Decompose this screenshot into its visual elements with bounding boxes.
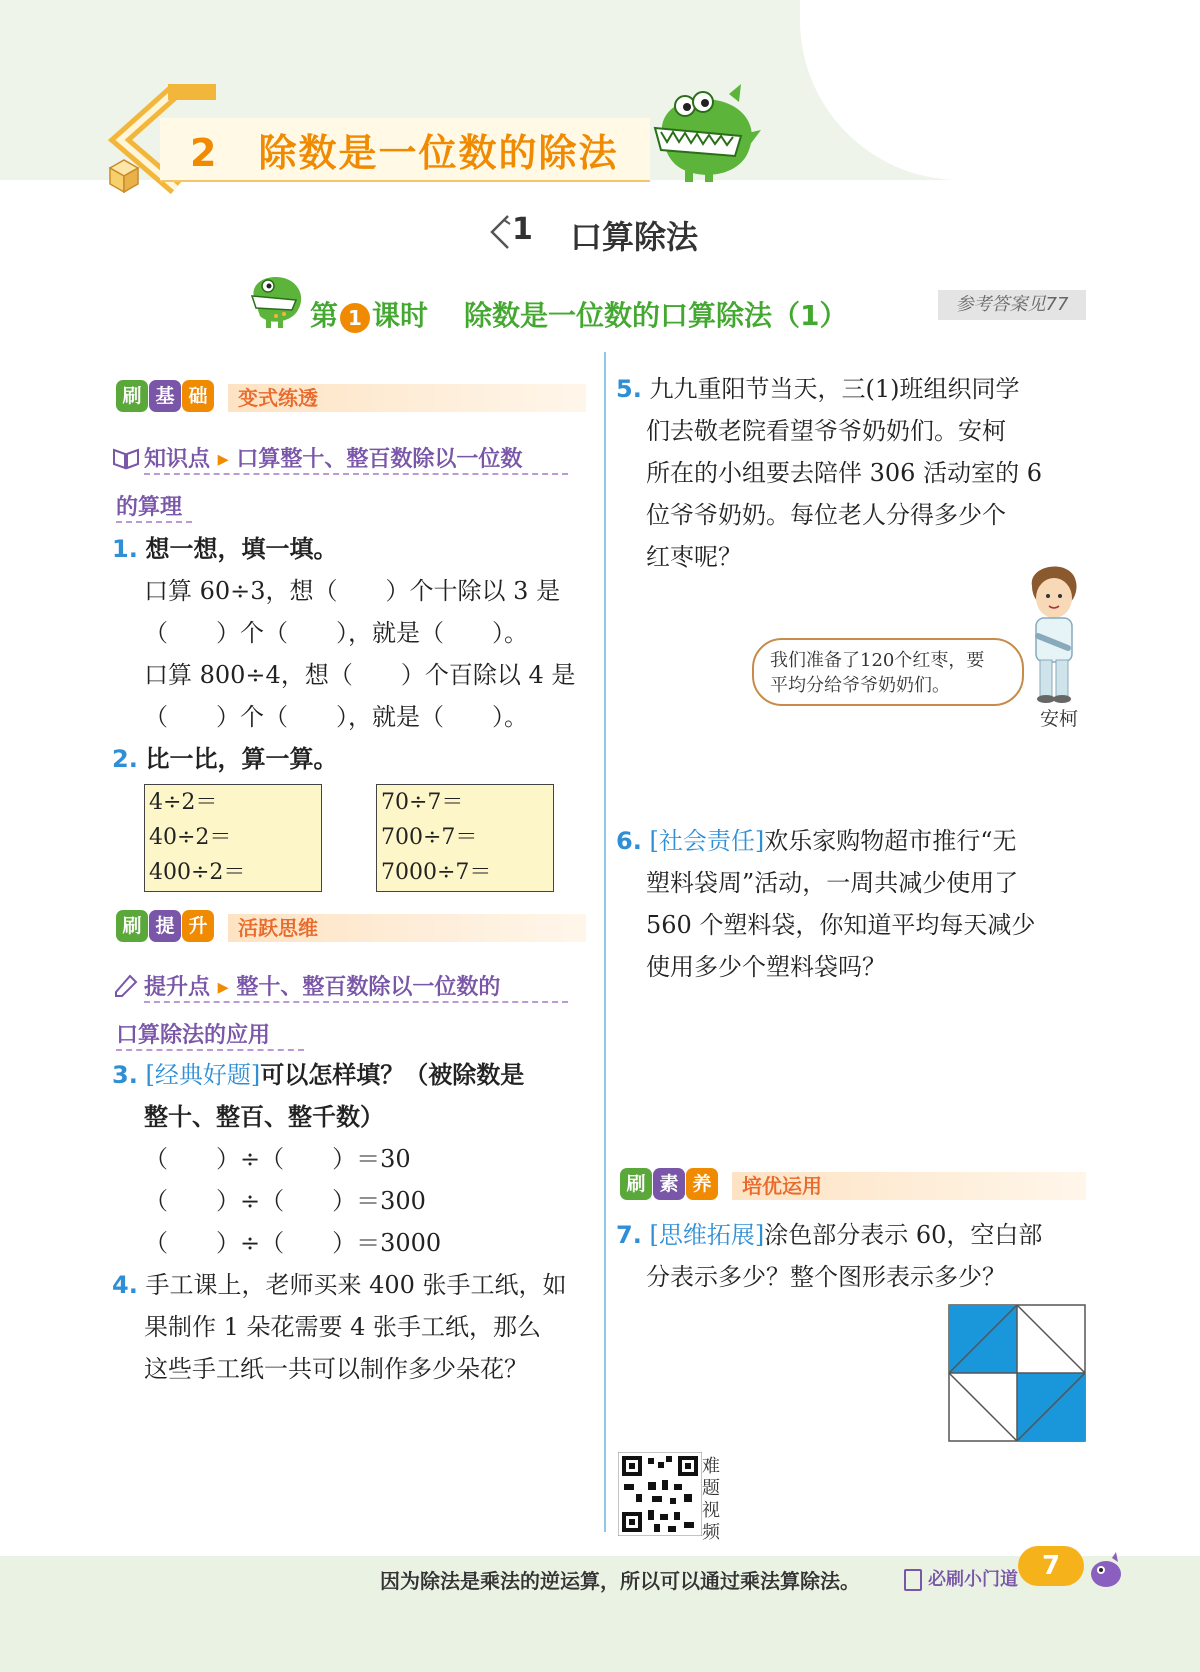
bubble-line: 我们准备了120个红枣，要	[770, 650, 985, 671]
q1-line: （ ）个（ ），就是（ ）。	[144, 619, 528, 647]
q1-title-row	[112, 528, 337, 570]
tag-chip: 础	[182, 380, 214, 412]
improve-point-text: 整十、整百数除以一位数的	[236, 975, 501, 1000]
book-icon	[112, 446, 140, 470]
q1-line: 口算 800÷4，想（ ）个百除以 4 是	[144, 661, 576, 689]
q2-box-left	[144, 784, 322, 892]
q2-title-row	[112, 738, 337, 780]
page-number: 7	[1018, 1546, 1084, 1586]
q7-row1	[616, 1214, 1042, 1256]
answer-reference: 参考答案见77	[938, 290, 1086, 320]
improve-point-line1: 提升点 ▸ 整十、整百数除以一位数的	[144, 970, 568, 1003]
q5-line: 们去敬老院看望爷爷奶奶们。安柯	[646, 417, 1006, 445]
boy-illustration-icon	[1018, 556, 1092, 706]
lesson-suffix: 课时	[372, 299, 429, 332]
purple-mascot-icon	[1086, 1550, 1126, 1590]
speech-bubble	[752, 638, 1024, 706]
q5-row1	[616, 368, 1019, 410]
q6-line: 塑料袋周”活动，一周共减少使用了	[646, 869, 1019, 897]
knowledge-point-line2: 的算理	[116, 490, 192, 523]
tag-chip: 提	[149, 910, 181, 942]
q7-shaded-figure	[948, 1304, 1088, 1444]
q3-tag: [经典好题]	[145, 1061, 261, 1089]
q5-line: 红枣呢？	[646, 543, 742, 571]
tag-basic-strip	[228, 384, 586, 412]
q2-number: 2.	[112, 745, 138, 773]
small-monster-icon	[246, 268, 308, 328]
chapter-title	[190, 122, 618, 177]
q3-title-row	[112, 1054, 524, 1096]
q2-box-right	[376, 784, 554, 892]
column-divider	[604, 352, 606, 1532]
tag-quality-strip	[732, 1172, 1086, 1200]
calc-item: 4÷2＝	[149, 790, 218, 815]
q6-line: 欢乐家购物超市推行“无	[764, 827, 1017, 855]
q1-title: 想一想，填一填。	[145, 535, 338, 563]
q1-number: 1.	[112, 535, 138, 563]
q6-line: 560 个塑料袋，你知道平均每天减少	[646, 911, 1036, 939]
tag-chip: 刷	[116, 380, 148, 412]
tag-chip: 刷	[116, 910, 148, 942]
q7-tag: [思维拓展]	[649, 1221, 765, 1249]
knowledge-point-text: 口算整十、整百数除以一位数	[236, 447, 523, 472]
tag-quality-label: 培优运用	[742, 1174, 822, 1198]
calc-item: 40÷2＝	[149, 825, 232, 850]
q6-tag: [社会责任]	[649, 827, 765, 855]
q7-line: 涂色部分表示 60，空白部	[764, 1221, 1043, 1249]
lesson-title	[310, 294, 848, 334]
tag-quality	[620, 1168, 719, 1204]
knowledge-point-line1: 知识点 ▸ 口算整十、整百数除以一位数	[144, 442, 568, 475]
tag-chip: 素	[653, 1168, 685, 1200]
q5-line: 位爷爷奶奶。每位老人分得多少个	[646, 501, 1006, 529]
q4-row1	[112, 1264, 567, 1306]
q7-number: 7.	[616, 1221, 642, 1249]
improve-point-line2: 口算除法的应用	[116, 1018, 304, 1051]
tag-chip: 刷	[620, 1168, 652, 1200]
q1-line: 口算 60÷3，想（ ）个十除以 3 是	[144, 577, 561, 605]
lesson-title-text: 除数是一位数的口算除法（1）	[464, 299, 848, 332]
pencil-icon	[112, 972, 140, 998]
footer-brand	[904, 1565, 1018, 1591]
bubble-line: 平均分给爷爷奶奶们。	[770, 675, 950, 696]
calc-item: 400÷2＝	[149, 860, 246, 885]
tag-basic-label: 变式练透	[238, 386, 318, 410]
section-marker-icon	[490, 214, 512, 250]
q6-row1	[616, 820, 1016, 862]
door-icon	[904, 1569, 922, 1591]
knowledge-point-label: 知识点	[144, 447, 211, 472]
qr-code-icon[interactable]	[618, 1452, 702, 1536]
calc-item: 700÷7＝	[381, 825, 478, 850]
q5-number: 5.	[616, 375, 642, 403]
qr-label: 难题视频	[702, 1456, 720, 1543]
footer-brand-text: 必刷小门道	[928, 1569, 1018, 1590]
tag-chip: 基	[149, 380, 181, 412]
monster-mascot-icon	[645, 80, 765, 184]
q3-line: （ ）÷（ ）＝3000	[144, 1229, 442, 1257]
q3-title-line2: 整十、整百、整千数）	[144, 1103, 384, 1131]
q4-line: 手工课上，老师买来 400 张手工纸，如	[145, 1271, 567, 1299]
calc-item: 7000÷7＝	[381, 860, 492, 885]
chapter-title-text: 除数是一位数的除法	[258, 131, 619, 175]
q3-title: 可以怎样填？（被除数是	[260, 1061, 525, 1089]
q6-number: 6.	[616, 827, 642, 855]
tag-improve-strip	[228, 914, 586, 942]
q5-line: 九九重阳节当天，三(1)班组织同学	[649, 375, 1020, 403]
section-title: 口算除法	[570, 218, 699, 256]
speaker-name: 安柯	[1040, 708, 1079, 730]
lesson-prefix: 第	[310, 299, 339, 332]
q5-line: 所在的小组要去陪伴 306 活动室的 6	[646, 459, 1042, 487]
q3-line: （ ）÷（ ）＝300	[144, 1187, 426, 1215]
tag-improve-label: 活跃思维	[238, 916, 318, 940]
footer-tip: 因为除法是乘法的逆运算，所以可以通过乘法算除法。	[380, 1569, 860, 1593]
tag-chip: 升	[182, 910, 214, 942]
calc-item: 70÷7＝	[381, 790, 464, 815]
lesson-number: 1	[340, 303, 370, 333]
tag-chip: 养	[686, 1168, 718, 1200]
chapter-number: 2	[190, 131, 219, 175]
q4-number: 4.	[112, 1271, 138, 1299]
q3-line: （ ）÷（ ）＝30	[144, 1145, 411, 1173]
q4-line: 果制作 1 朵花需要 4 张手工纸，那么	[144, 1313, 542, 1341]
tag-basic	[116, 380, 215, 416]
q2-title: 比一比，算一算。	[145, 745, 338, 773]
section-number: 1	[512, 212, 533, 247]
q1-line: （ ）个（ ），就是（ ）。	[144, 703, 528, 731]
q3-number: 3.	[112, 1061, 138, 1089]
q6-line: 使用多少个塑料袋吗？	[646, 953, 886, 981]
q7-line2: 分表示多少？整个图形表示多少？	[646, 1263, 1006, 1291]
tag-improve	[116, 910, 215, 946]
improve-point-label: 提升点	[144, 975, 211, 1000]
q4-line: 这些手工纸一共可以制作多少朵花？	[144, 1355, 528, 1383]
